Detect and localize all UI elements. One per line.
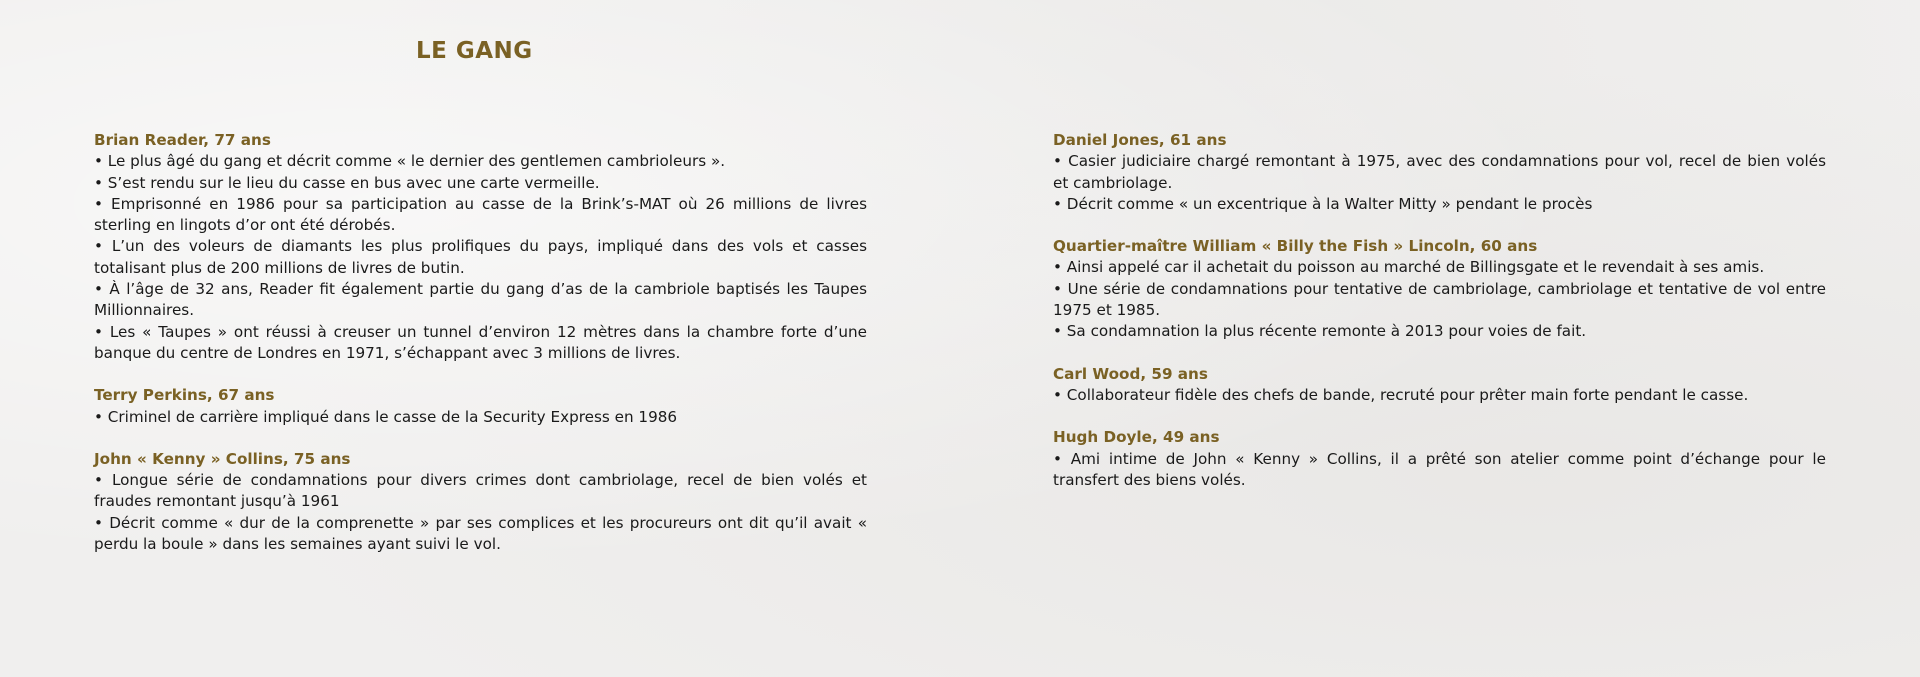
- fact-item: • Casier judiciaire chargé remontant à 1975, avec des condamnations pour vol, recel de bien volés et cambriolage.: [1053, 151, 1826, 194]
- fact-item: • Sa condamnation la plus récente remonte à 2013 pour voies de fait.: [1053, 321, 1826, 342]
- gang-member-terry-perkins: [94, 385, 867, 428]
- fact-item: • Une série de condamnations pour tentative de cambriolage, cambriolage et tentative de vol entre 1975 et 1985.: [1053, 279, 1826, 322]
- gang-member-william-lincoln: [1053, 236, 1826, 342]
- fact-item: • Longue série de condamnations pour divers crimes dont cambriolage, recel de bien volés et fraudes remontant jusqu’à 1961: [94, 470, 867, 513]
- fact-item: • Ainsi appelé car il achetait du poisson au marché de Billingsgate et le revendait à ses amis.: [1053, 257, 1826, 278]
- left-column: [94, 130, 867, 576]
- fact-item: • Emprisonné en 1986 pour sa participation au casse de la Brink’s-MAT où 26 millions de livres sterling en lingots d’or ont été dérobés.: [94, 194, 867, 237]
- member-facts: [1053, 449, 1826, 492]
- member-facts: [94, 407, 867, 428]
- gang-member-hugh-doyle: [1053, 427, 1826, 491]
- fact-item: • Le plus âgé du gang et décrit comme « le dernier des gentlemen cambrioleurs ».: [94, 151, 867, 172]
- member-facts: [1053, 257, 1826, 342]
- member-name: Brian Reader, 77 ans: [94, 131, 271, 149]
- fact-item: • Ami intime de John « Kenny » Collins, il a prêté son atelier comme point d’échange pour le transfert des biens volés.: [1053, 449, 1826, 492]
- gang-member-daniel-jones: [1053, 130, 1826, 215]
- member-facts: [94, 151, 867, 364]
- fact-item: • À l’âge de 32 ans, Reader fit également partie du gang d’as de la cambriole baptisés les Taupes Millionnaires.: [94, 279, 867, 322]
- page-title: LE GANG: [416, 38, 533, 64]
- member-name: Daniel Jones, 61 ans: [1053, 131, 1227, 149]
- gang-member-brian-reader: [94, 130, 867, 364]
- member-name: Terry Perkins, 67 ans: [94, 386, 275, 405]
- fact-item: • Décrit comme « un excentrique à la Walter Mitty » pendant le procès: [1053, 194, 1826, 215]
- member-name: Quartier-maître William « Billy the Fish » Lincoln, 60 ans: [1053, 237, 1538, 256]
- member-facts: [94, 470, 867, 555]
- fact-item: • S’est rendu sur le lieu du casse en bus avec une carte vermeille.: [94, 173, 867, 194]
- fact-item: • L’un des voleurs de diamants les plus prolifiques du pays, impliqué dans des vols et casses totalisant plus de 200 millions de livres de butin.: [94, 236, 867, 279]
- gang-member-carl-wood: [1053, 364, 1826, 407]
- member-facts: [1053, 151, 1826, 215]
- member-facts: [1053, 385, 1826, 406]
- member-name: Carl Wood, 59 ans: [1053, 364, 1208, 383]
- gang-member-john-collins: [94, 449, 867, 555]
- fact-item: • Décrit comme « dur de la comprenette » par ses complices et les procureurs ont dit qu’il avait « perdu la boule » dans les semaines ayant suivi le vol.: [94, 513, 867, 556]
- fact-item: • Les « Taupes » ont réussi à creuser un tunnel d’environ 12 mètres dans la chambre forte d’une banque du centre de Londres en 1971, s’échappant avec 3 millions de livres.: [94, 322, 867, 365]
- member-name: Hugh Doyle, 49 ans: [1053, 428, 1220, 447]
- member-name: John « Kenny » Collins, 75 ans: [94, 449, 351, 468]
- fact-item: • Collaborateur fidèle des chefs de bande, recruté pour prêter main forte pendant le casse.: [1053, 385, 1826, 406]
- right-column: [1053, 130, 1826, 512]
- fact-item: • Criminel de carrière impliqué dans le casse de la Security Express en 1986: [94, 407, 867, 428]
